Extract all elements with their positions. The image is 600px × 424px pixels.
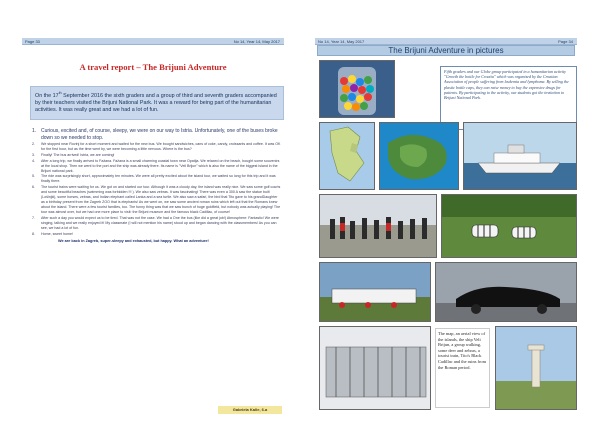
item-text: After a long trip, we finally arrived to Fažana. Fažana is a small charming coastal town near Opatija. We relaxed on the beach, bought some souvenirs at the local shop. Then we went to the port and the ship was already there. Its name is "Veli Brijun" which is also the name of the biggest island in the Brijuni national park.	[41, 158, 280, 173]
item-number: 1.	[32, 128, 37, 134]
intro-sup: th	[58, 91, 62, 95]
item-number: 2.	[32, 141, 35, 146]
cadillac-illustration	[436, 263, 577, 322]
zebras-illustration	[442, 195, 577, 258]
list-item	[32, 128, 282, 141]
list-item	[32, 185, 282, 215]
item-number: 6.	[32, 185, 35, 190]
building-photo	[319, 326, 431, 410]
item-text: After such a day you would expect us to be tired. That was not the case. We had a One the bus (like did a great job!) Atmosphere: Fantastic! We were singing, talking and we really enjoyed it! My classmate (I will not mention his name) stood up and began dancing with the classmembers! As you can see, we had a lot of fun.	[41, 215, 279, 230]
item-number: 4.	[32, 158, 35, 163]
item-number: 8.	[32, 231, 35, 236]
pictures-title: The Brijuni Adventure in pictures	[388, 46, 504, 55]
left-page-header	[22, 38, 284, 45]
left-page	[22, 38, 284, 424]
intro-box	[30, 86, 284, 120]
humanitarian-caption: Fifth graders and our Globe group participated in a humanitarian activity "Growth the bottle for Croatia" which was organized by the Croatian Association of people suffering from leukemia and lymphoma. By selling the plastic bottle caps, they can raise money to buy the expensive drugs for patients. By participating to the activity, our students got the invitation to Brijuni National Park.	[440, 66, 577, 130]
list-item	[32, 159, 282, 174]
map-illustration	[320, 123, 375, 190]
group-walking-photo	[319, 194, 437, 258]
building-illustration	[320, 327, 431, 410]
intro-text-post: September 2016 the sixth graders and a group of third and seventh graders accompanied by their teachers visited the Brijuni National Park. It was a reward for being part of the humanitarian activities. It was really great and we had a lot of fun.	[35, 92, 277, 113]
closing-line: We are back in Zagreb, super-sleepy and exhausted, but happy. What an adventure!	[58, 238, 209, 243]
item-text: Curious, excited and, of course, sleepy, we were on our way to Istria. Unfortunately, one of the buses broke down so we needed to stop.	[41, 128, 278, 141]
ship-illustration	[464, 123, 577, 190]
train-illustration	[320, 263, 431, 322]
item-text: The ride was surprisingly short, approximately ten minutes. We were all pretty excited about the island tour, we waited so long for this trip and it was finally there.	[41, 174, 276, 184]
aerial-illustration	[380, 123, 459, 190]
page-number-left: Page 33	[25, 39, 40, 44]
issue-info-right: No 14, Year 14, May 2017	[318, 39, 365, 44]
bottle-caps-photo	[319, 60, 395, 118]
item-text: We stopped near Rovinj for a short moment and waited for the new bus. We bought sandwiches, cans of coke, candy, croissants and coffee. It was OK for the first hour, but as the time went by, we were becoming a little nervous. Where is the bus?	[41, 141, 281, 151]
pictures-caption: The map, an aerial view of the islands, the ship Veli Brijun, a group walking, some deer and zebras, a tourist train, Tito's Black Cadillac and the ruins from the Roman period.	[435, 328, 490, 408]
zebras-photo	[441, 194, 577, 258]
item-text: The tourist trains were waiting for us. We got on and started our tour. Although it was a cloudy day, the island was really nice. We saw some golf courts and some beautiful beaches (swimming was forbidden !!! ). We also saw zebras. It was fascinating! There was even a 300 A saw the statue built (Lošinjki), some horses, zebras, and Indian elephant called Lanka and a sea turtle. We also saw a safari, the bird that Tito gave to his grandDaughter as a birthday present from the Zagreb ZOO that is elephants! As we went on, we saw some ancient roman ruins which left out that the Romans knew about the island. There were a few tourist families, too. The funny thing was that we saw bunch of huge goldfield, but nobody was actually playing! The tour was almost over, but we had one more place to visit: the Brijuni museum and the famous black Cadillac, of course!	[41, 185, 281, 215]
ruins-photo	[495, 326, 577, 410]
list-item	[32, 142, 282, 152]
map-photo	[319, 122, 375, 190]
right-page	[315, 38, 577, 424]
item-number: 7.	[32, 215, 35, 220]
list-item	[32, 174, 282, 184]
intro-text-pre: On the 17	[35, 92, 59, 99]
right-page-header	[315, 38, 577, 45]
pictures-title-bar	[317, 45, 575, 56]
story-list	[32, 128, 282, 245]
tourist-train-photo	[319, 262, 431, 322]
cadillac-photo	[435, 262, 577, 322]
group-illustration	[320, 195, 437, 258]
list-item	[32, 153, 282, 158]
article-title: A travel report – The Brijuni Adventure	[79, 62, 227, 72]
ship-photo	[463, 122, 577, 190]
issue-info-left: No 14, Year 14, May 2017	[233, 39, 280, 44]
page-number-right: Page 34	[558, 39, 573, 44]
bottle-caps-illustration	[320, 61, 395, 118]
item-text: Finally! The bus arrived! Istria, we are coming!	[41, 152, 115, 157]
list-item	[32, 232, 282, 237]
item-text: Home, sweet home!	[41, 231, 73, 236]
author-tag: Gabriela Kalle, 6.a	[218, 406, 282, 414]
ruins-illustration	[496, 327, 577, 410]
item-number: 3.	[32, 152, 35, 157]
list-item	[32, 216, 282, 231]
aerial-island-photo	[379, 122, 459, 190]
item-number: 5.	[32, 174, 35, 179]
